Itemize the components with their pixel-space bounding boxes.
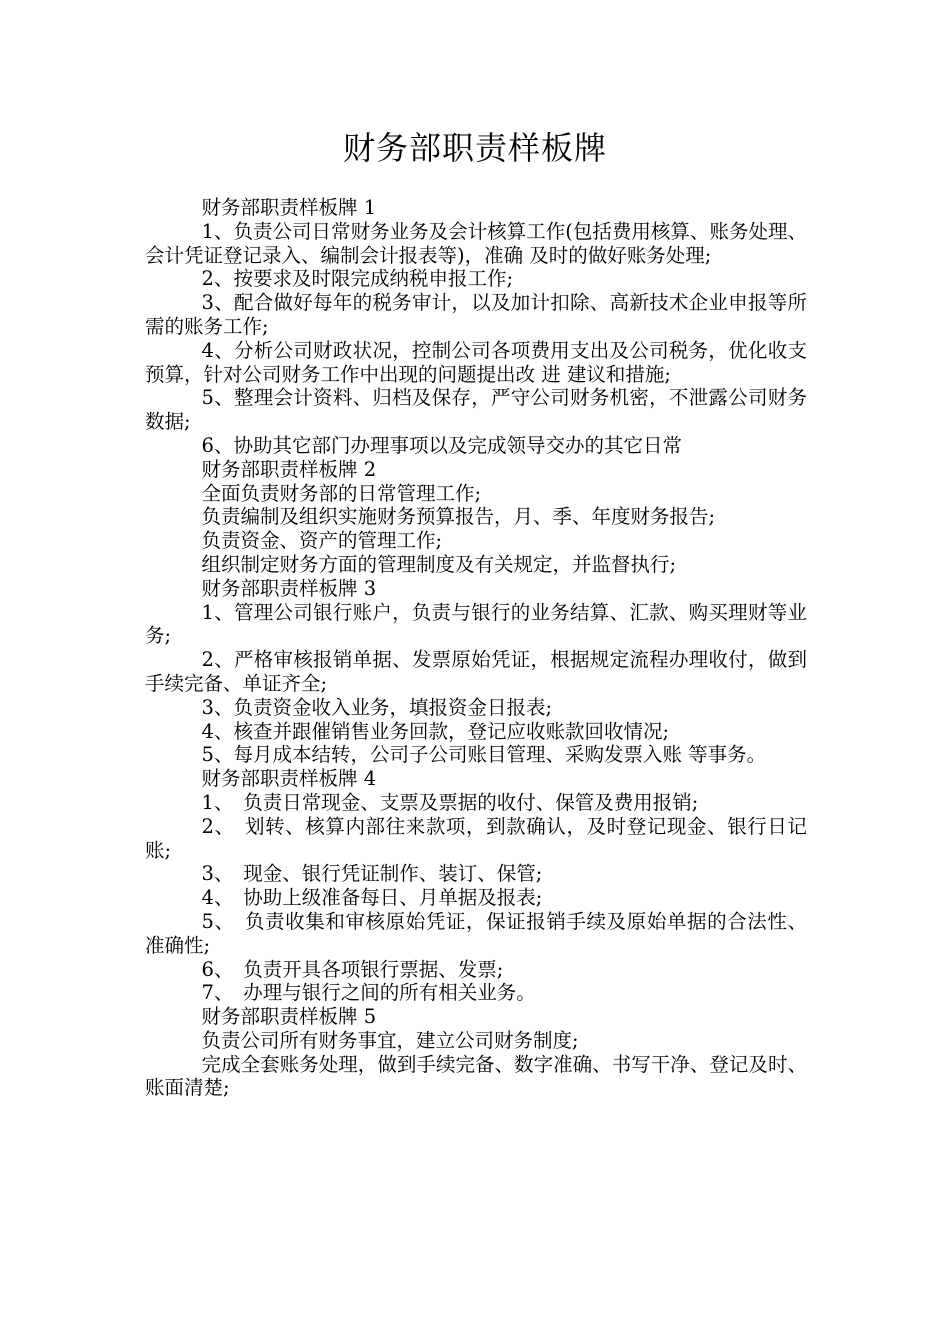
paragraph: 负责编制及组织实施财务预算报告，月、季、年度财务报告;	[201, 505, 716, 529]
paragraph: 1、负责公司日常财务业务及会计核算工作(包括费用核算、账务处理、会计凭证登记录入、编制会计报表等)，准确 及时的做好账务处理;	[145, 219, 807, 267]
paragraph: 4、分析公司财政状况，控制公司各项费用支出及公司税务，优化收支预算，针对公司财务工作中出现的问题提出改 进 建议和措施;	[145, 338, 807, 386]
paragraph: 负责资金、资产的管理工作;	[201, 529, 443, 553]
paragraph: 3、 现金、银行凭证制作、装订、保管;	[201, 862, 543, 886]
section-heading-3: 财务部职责样板牌 3	[201, 576, 377, 600]
paragraph: 3、配合做好每年的税务审计，以及加计扣除、高新技术企业申报等所需的账务工作;	[145, 291, 807, 338]
paragraph: 2、 划转、核算内部往来款项，到款确认，及时登记现金、银行日记账;	[145, 814, 807, 862]
paragraph: 3、负责资金收入业务，填报资金日报表;	[201, 695, 553, 719]
paragraph: 4、核查并跟催销售业务回款，登记应收账款回收情况;	[201, 719, 670, 743]
paragraph: 全面负责财务部的日常管理工作;	[201, 481, 482, 505]
paragraph: 5、 负责收集和审核原始凭证，保证报销手续及原始单据的合法性、准确性;	[145, 909, 807, 957]
paragraph: 5、整理会计资料、归档及保存，严守公司财务机密，不泄露公司财务数据;	[145, 386, 807, 434]
section-heading-2: 财务部职责样板牌 2	[201, 457, 377, 481]
section-heading-5: 财务部职责样板牌 5	[201, 1005, 377, 1029]
paragraph: 4、 协助上级准备每日、月单据及报表;	[201, 886, 543, 910]
paragraph: 5、每月成本结转，公司子公司账目管理、采购发票入账 等事务。	[201, 743, 767, 767]
paragraph: 完成全套账务处理，做到手续完备、数字准确、书写干净、登记及时、账面清楚;	[145, 1052, 807, 1100]
paragraph: 1、 负责日常现金、支票及票据的收付、保管及费用报销;	[201, 790, 699, 814]
paragraph: 6、 负责开具各项银行票据、发票;	[201, 957, 504, 981]
paragraph: 7、 办理与银行之间的所有相关业务。	[201, 981, 536, 1005]
document-title: 财务部职责样板牌	[342, 129, 607, 167]
paragraph: 2、严格审核报销单据、发票原始凭证，根据规定流程办理收付，做到手续完备、单证齐全;	[145, 648, 807, 695]
section-heading-1: 财务部职责样板牌 1	[201, 196, 377, 219]
document-body	[145, 196, 807, 1100]
paragraph: 6、协助其它部门办理事项以及完成领导交办的其它日常	[201, 433, 682, 457]
paragraph: 组织制定财务方面的管理制度及有关规定，并监督执行;	[201, 552, 677, 576]
paragraph: 2、按要求及时限完成纳税申报工作;	[201, 267, 514, 291]
section-heading-4: 财务部职责样板牌 4	[201, 767, 377, 791]
paragraph: 负责公司所有财务事宜，建立公司财务制度;	[201, 1028, 579, 1052]
paragraph: 1、管理公司银行账户，负责与银行的业务结算、汇款、购买理财等业务;	[145, 600, 807, 648]
